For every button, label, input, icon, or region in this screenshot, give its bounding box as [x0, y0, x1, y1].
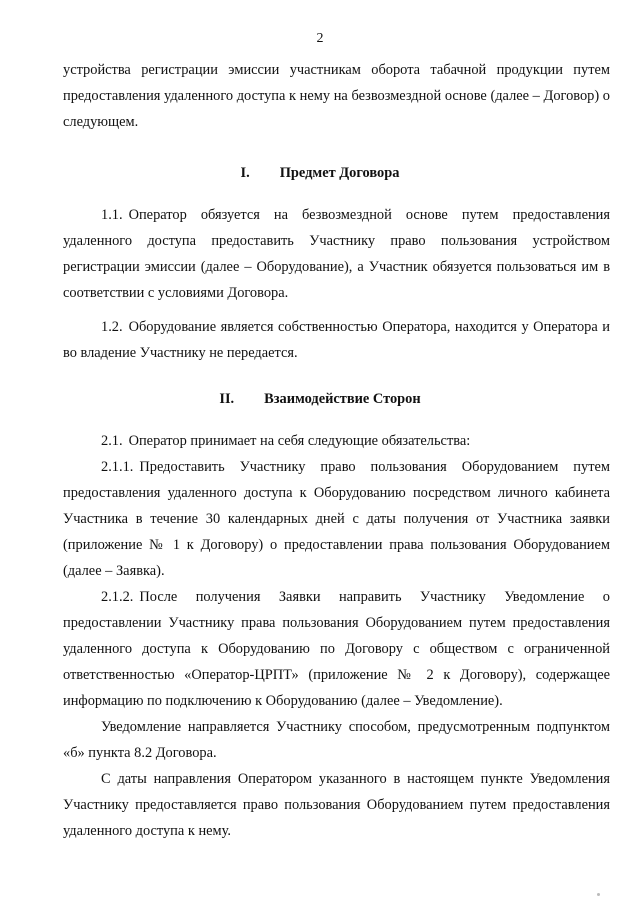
clause-text: Оператор принимает на себя следующие обязательства: — [128, 433, 471, 449]
section-1-title: Предмет Договора — [279, 165, 400, 181]
clause-2-1 — [63, 429, 610, 455]
paragraph-text: Уведомление направляется Участнику способом, предусмотренным подпунктом «б» пункта 8.2 Договора. — [63, 719, 610, 761]
section-2-numeral: II. — [219, 391, 235, 407]
clause-2-1-2 — [63, 585, 610, 715]
access-paragraph — [63, 767, 610, 845]
clause-number: 1.2. — [101, 319, 123, 335]
section-1-numeral: I. — [240, 165, 250, 181]
scan-speck — [597, 893, 600, 896]
clause-1-2 — [63, 315, 610, 367]
intro-paragraph: устройства регистрации эмиссии участникам оборота табачной продукции путем предоставления удаленного доступа к нему на безвозмездной основе (далее – Договор) о следующем. — [63, 62, 610, 130]
section-2-heading — [0, 389, 640, 409]
clause-number: 2.1.1. — [101, 459, 134, 475]
page-number: 2 — [316, 31, 324, 46]
clause-2-1-1 — [63, 455, 610, 585]
clause-number: 1.1. — [101, 207, 123, 223]
clause-1-1 — [63, 203, 610, 307]
clause-text: Оператор обязуется на безвозмездной основе путем предоставления удаленного доступа предоставить Участнику право пользования устройством регистрации эмиссии (далее – Оборудование), а Участник обязуется пользоваться им в соответствии с условиями Договора. — [63, 207, 610, 301]
clause-number: 2.1. — [101, 433, 123, 449]
clause-text: Предоставить Участнику право пользования Оборудованием путем предоставления удаленного доступа к Оборудованию посредством личного кабинета Участника в течение 30 календарных дней с даты получения от Участника заявки (приложение № 1 к Договору) о предоставлении права пользования Оборудованием (далее – Заявка). — [63, 459, 610, 579]
section-2-title: Взаимодействие Сторон — [264, 391, 421, 407]
paragraph-text: С даты направления Оператором указанного в настоящем пункте Уведомления Участнику предоставляется право пользования Оборудованием путем предоставления удаленного доступа к нему. — [63, 771, 610, 839]
clause-text: Оборудование является собственностью Оператора, находится у Оператора и во владение Участнику не передается. — [63, 319, 610, 361]
notification-paragraph — [63, 715, 610, 767]
clause-number: 2.1.2. — [101, 589, 134, 605]
clause-text: После получения Заявки направить Участнику Уведомление о предоставлении Участнику права пользования Оборудованием путем предоставления удаленного доступа к Оборудованию по Договору с обществом с ограниченной ответственностью «Оператор-ЦРПТ» (приложение № 2 к Договору), содержащее информацию по подключению к Оборудованию (далее – Уведомление). — [63, 589, 610, 709]
section-1-heading — [0, 163, 640, 183]
